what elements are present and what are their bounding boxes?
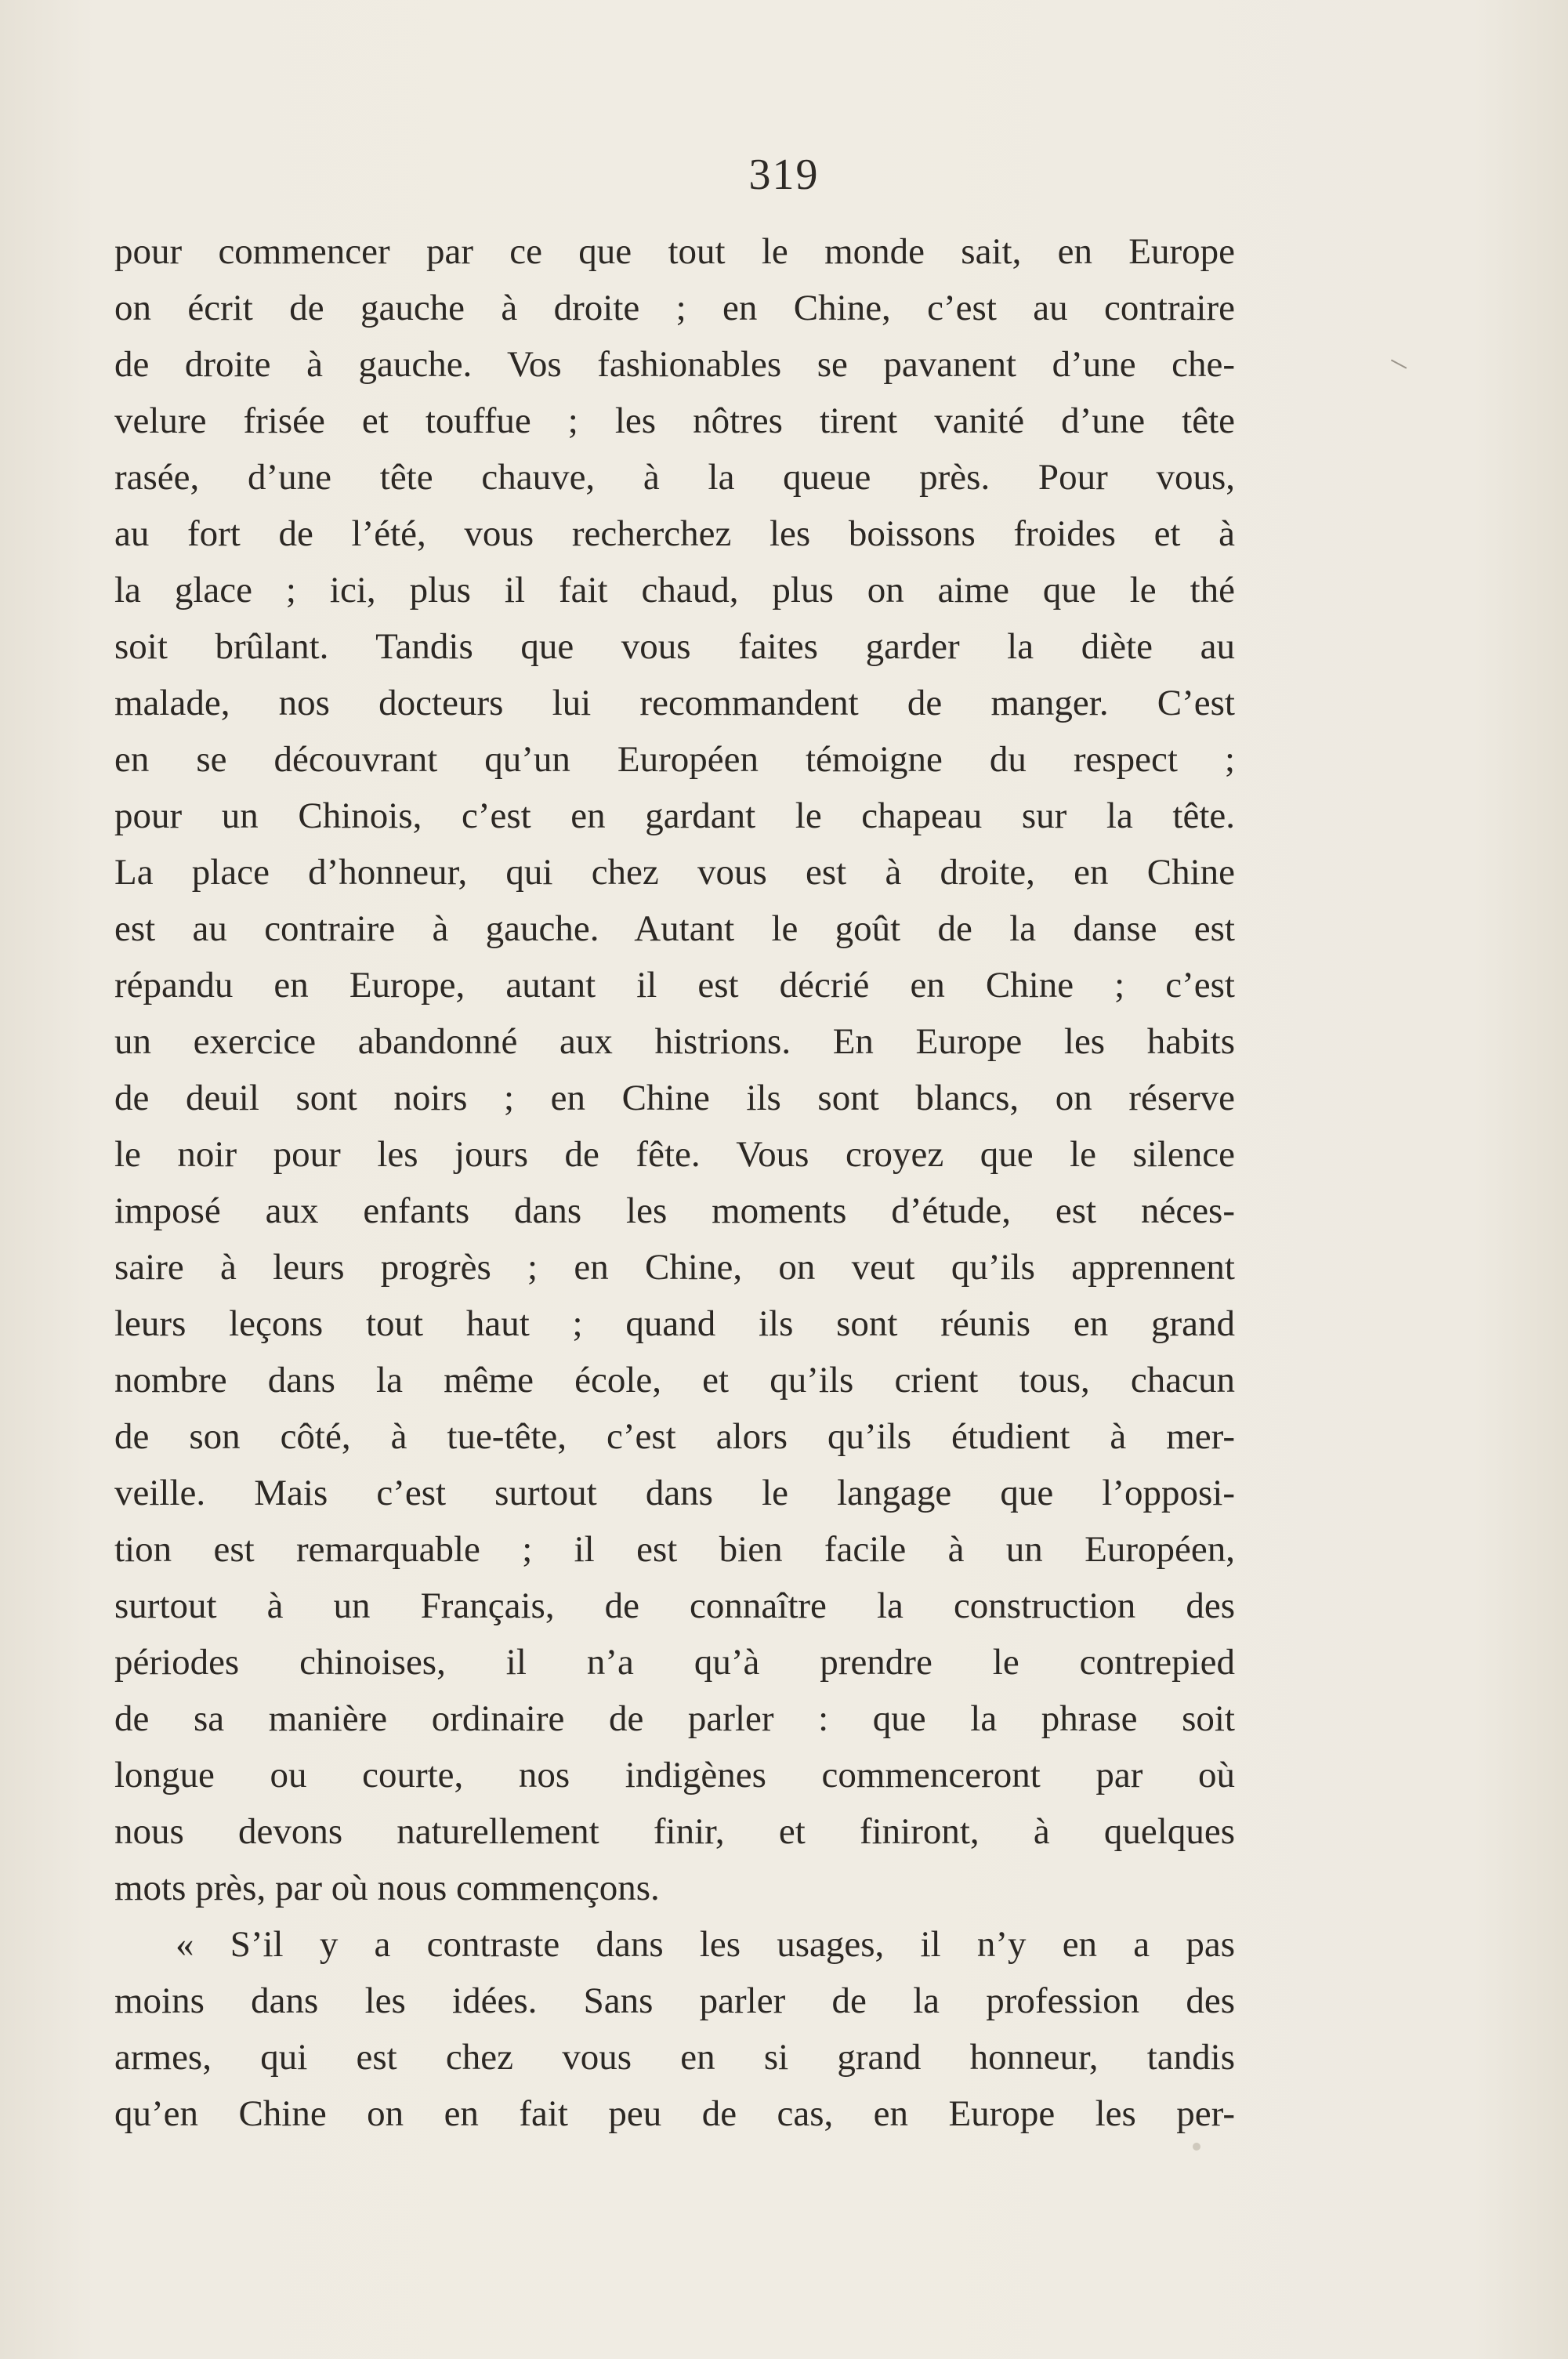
paper-speck (1193, 2143, 1200, 2151)
text-line: en se découvrant qu’un Européen témoigne du respect ; (114, 739, 1235, 780)
text-line: nombre dans la même école, et qu’ils crient tous, chacun (114, 1360, 1235, 1401)
text-line: veille. Mais c’est surtout dans le langage que l’opposi- (114, 1473, 1235, 1513)
text-line: qu’en Chine on en fait peu de cas, en Europe les per- (114, 2093, 1235, 2134)
text-line: de son côté, à tue-tête, c’est alors qu’ils étudient à mer- (114, 1416, 1235, 1457)
text-line: armes, qui est chez vous en si grand honneur, tandis (114, 2037, 1235, 2078)
text-line: velure frisée et touffue ; les nôtres tirent vanité d’une tête (114, 400, 1235, 441)
text-line: rasée, d’une tête chauve, à la queue près. Pour vous, (114, 457, 1235, 498)
text-line: de droite à gauche. Vos fashionables se pavanent d’une che- (114, 344, 1235, 385)
text-line: le noir pour les jours de fête. Vous croyez que le silence (114, 1134, 1235, 1175)
text-line: de sa manière ordinaire de parler : que la phrase soit (114, 1698, 1235, 1739)
margin-mark (1391, 353, 1410, 368)
text-line: nous devons naturellement finir, et finiront, à quelques (114, 1811, 1235, 1852)
text-line: surtout à un Français, de connaître la construction des (114, 1585, 1235, 1626)
text-line: La place d’honneur, qui chez vous est à droite, en Chine (114, 852, 1235, 893)
text-line: on écrit de gauche à droite ; en Chine, c’est au contraire (114, 288, 1235, 328)
text-line: la glace ; ici, plus il fait chaud, plus on aime que le thé (114, 570, 1235, 611)
text-line: pour commencer par ce que tout le monde sait, en Europe (114, 231, 1235, 272)
text-line: moins dans les idées. Sans parler de la profession des (114, 1980, 1235, 2021)
text-line: longue ou courte, nos indigènes commenceront par où (114, 1755, 1235, 1796)
body-text (114, 223, 1235, 2142)
text-line: répandu en Europe, autant il est décrié en Chine ; c’est (114, 965, 1235, 1006)
paragraph-start-line: « S’il y a contraste dans les usages, il n’y en a pas (176, 1924, 1235, 1965)
text-line: un exercice abandonné aux histrions. En Europe les habits (114, 1021, 1235, 1062)
text-line: saire à leurs progrès ; en Chine, on veut qu’ils apprennent (114, 1247, 1235, 1288)
text-line: au fort de l’été, vous recherchez les boissons froides et à (114, 513, 1235, 554)
text-line: soit brûlant. Tandis que vous faites garder la diète au (114, 626, 1235, 667)
text-line: pour un Chinois, c’est en gardant le chapeau sur la tête. (114, 795, 1235, 836)
text-line: est au contraire à gauche. Autant le goût de la danse est (114, 908, 1235, 949)
text-line: imposé aux enfants dans les moments d’étude, est néces- (114, 1190, 1235, 1231)
page-number: 319 (748, 150, 820, 199)
text-line: leurs leçons tout haut ; quand ils sont réunis en grand (114, 1303, 1235, 1344)
paragraph-end-line: mots près, par où nous commençons. (114, 1868, 660, 1908)
text-line: malade, nos docteurs lui recommandent de manger. C’est (114, 683, 1235, 723)
text-line: tion est remarquable ; il est bien facile à un Européen, (114, 1529, 1235, 1570)
text-line: périodes chinoises, il n’a qu’à prendre le contrepied (114, 1642, 1235, 1683)
text-line: de deuil sont noirs ; en Chine ils sont blancs, on réserve (114, 1078, 1235, 1118)
